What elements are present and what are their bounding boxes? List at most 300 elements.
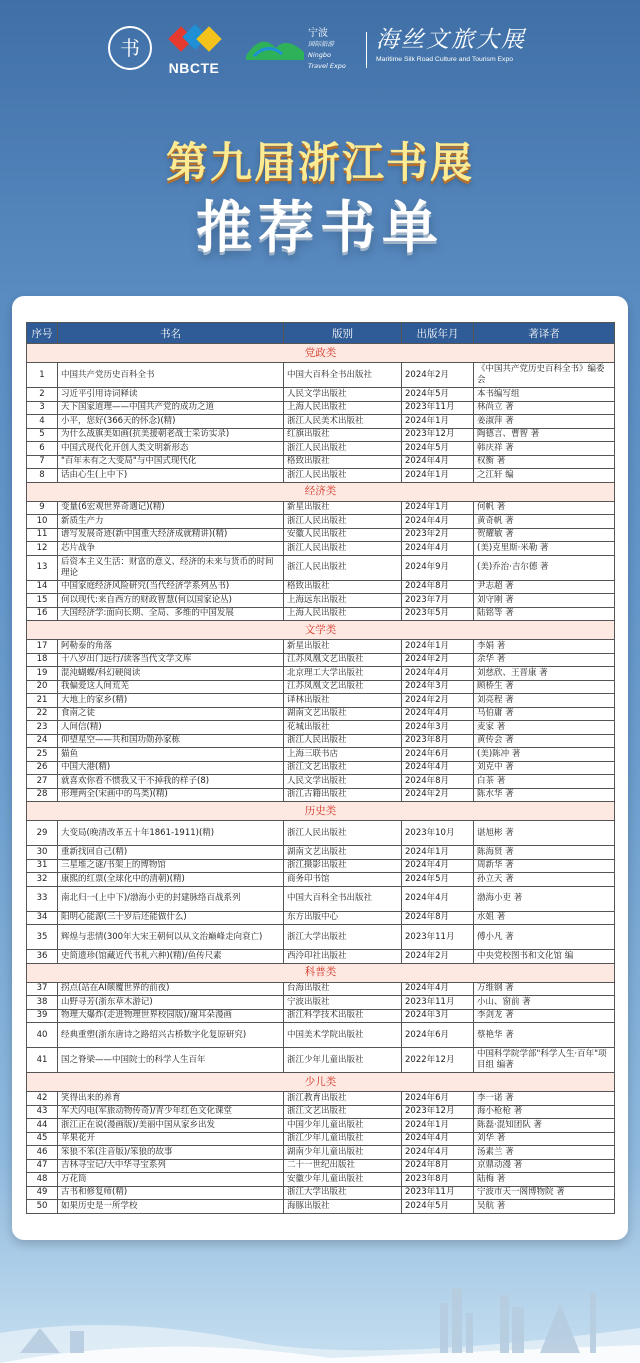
cell-title: 中国大港(精) — [58, 761, 284, 775]
cell-author: 陆梅 著 — [474, 1173, 615, 1187]
section-row — [27, 344, 615, 363]
cell-date: 2023年11月 — [402, 996, 474, 1010]
cell-title: 三星堆之谜/书架上的博物馆 — [58, 859, 284, 873]
cell-date: 2024年4月 — [402, 455, 474, 469]
cell-title: 天下国家道理——中国共产党的成功之道 — [58, 401, 284, 415]
table-row — [27, 1186, 615, 1200]
cell-no: 8 — [27, 469, 58, 483]
section-row — [27, 621, 615, 640]
cell-date: 2022年12月 — [402, 1048, 474, 1073]
cell-no: 26 — [27, 761, 58, 775]
cell-author: 顾桥生 著 — [474, 680, 615, 694]
cell-author: 小山、窗前 著 — [474, 996, 615, 1010]
cell-publisher: 上海远东出版社 — [284, 594, 402, 608]
cell-title: 笨狼不笨(注音版)/笨狼的故事 — [58, 1146, 284, 1160]
table-row — [27, 640, 615, 654]
cell-title: 大国经济学:面向长期、全局、多维的中国发展 — [58, 607, 284, 621]
cell-author: 白茶 著 — [474, 775, 615, 789]
cell-no: 30 — [27, 846, 58, 860]
cell-publisher: 安徽少年儿童出版社 — [284, 1173, 402, 1187]
cell-publisher: 浙江人民出版社 — [284, 442, 402, 456]
table-row — [27, 607, 615, 621]
cell-date: 2024年1月 — [402, 501, 474, 515]
cell-author: 陶德言、曹智 著 — [474, 428, 615, 442]
cell-date: 2023年10月 — [402, 821, 474, 846]
cell-no: 37 — [27, 982, 58, 996]
table-row — [27, 1132, 615, 1146]
cell-publisher: 浙江古籍出版社 — [284, 788, 402, 802]
cell-no: 23 — [27, 721, 58, 735]
cell-author: 刘华 著 — [474, 1132, 615, 1146]
cell-author: 本书编写组 — [474, 388, 615, 402]
cell-title: 阿勒泰的角落 — [58, 640, 284, 654]
cell-author: 渤海小吏 著 — [474, 886, 615, 911]
cell-date: 2024年5月 — [402, 388, 474, 402]
ningbo-text: 宁波 国际旅游 Ningbo Travel Expo — [308, 28, 346, 70]
cell-no: 5 — [27, 428, 58, 442]
cell-author: 刘守刚 著 — [474, 594, 615, 608]
cell-no: 33 — [27, 886, 58, 911]
cell-no: 39 — [27, 1009, 58, 1023]
nbcte-mark-icon — [166, 26, 222, 52]
table-row — [27, 721, 615, 735]
cell-author: 周新华 著 — [474, 859, 615, 873]
cell-date: 2023年7月 — [402, 594, 474, 608]
cell-title: 仰望星空——共和国功勋孙家栋 — [58, 734, 284, 748]
table-row — [27, 911, 615, 925]
cell-no: 29 — [27, 821, 58, 846]
cell-date: 2024年2月 — [402, 950, 474, 964]
cell-title: 新质生产力 — [58, 515, 284, 529]
cell-author: 姜淑萍 著 — [474, 415, 615, 429]
table-row — [27, 501, 615, 515]
cell-publisher: 台海出版社 — [284, 982, 402, 996]
cell-no: 16 — [27, 607, 58, 621]
ningbo-travel-expo-logo — [246, 26, 356, 70]
cell-publisher: 上海人民出版社 — [284, 401, 402, 415]
cell-publisher: 湖南文艺出版社 — [284, 846, 402, 860]
cell-no: 31 — [27, 859, 58, 873]
table-row — [27, 982, 615, 996]
table-row — [27, 428, 615, 442]
cell-date: 2024年4月 — [402, 515, 474, 529]
cell-no: 12 — [27, 542, 58, 556]
cell-no: 34 — [27, 911, 58, 925]
cell-publisher: 花城出版社 — [284, 721, 402, 735]
header-no: 序号 — [27, 323, 58, 344]
cell-title: 人间信(精) — [58, 721, 284, 735]
cell-date: 2024年3月 — [402, 1009, 474, 1023]
cell-author: 中央党校图书和文化馆 编 — [474, 950, 615, 964]
cell-title: 中国家庭经济风险研究(当代经济学系列丛书) — [58, 580, 284, 594]
section-title: 历史类 — [27, 802, 615, 821]
cell-publisher: 浙江文艺出版社 — [284, 761, 402, 775]
cell-publisher: 湖南文艺出版社 — [284, 707, 402, 721]
cell-date: 2024年8月 — [402, 775, 474, 789]
cell-date: 2023年8月 — [402, 734, 474, 748]
cell-author: 孙立天 著 — [474, 873, 615, 887]
cell-no: 49 — [27, 1186, 58, 1200]
cell-publisher: 江苏凤凰文艺出版社 — [284, 653, 402, 667]
cell-no: 27 — [27, 775, 58, 789]
cell-no: 6 — [27, 442, 58, 456]
table-row — [27, 469, 615, 483]
cell-title: 万花筒 — [58, 1173, 284, 1187]
cell-no: 10 — [27, 515, 58, 529]
cell-publisher: 浙江大学出版社 — [284, 1186, 402, 1200]
cell-title: 拐点(站在AI颠覆世界的前夜) — [58, 982, 284, 996]
cell-no: 47 — [27, 1159, 58, 1173]
cell-title: 浙江正在说(漫画版)/美丽中国从家乡出发 — [58, 1119, 284, 1133]
cell-author: 《中国共产党历史百科全书》编委会 — [474, 363, 615, 388]
cell-author: 宁波市天一阁博物院 著 — [474, 1186, 615, 1200]
cell-date: 2024年6月 — [402, 748, 474, 762]
cell-no: 44 — [27, 1119, 58, 1133]
maritime-silk-road-expo-logo: 海丝文旅大展 Maritime Silk Road Culture and Tourism Expo — [376, 27, 526, 63]
cell-date: 2024年4月 — [402, 1146, 474, 1160]
cell-title: 南北归一(上中下)/渤海小吏的封建脉络百战系列 — [58, 886, 284, 911]
table-row — [27, 1105, 615, 1119]
cell-date: 2024年4月 — [402, 761, 474, 775]
section-row — [27, 963, 615, 982]
zhejiang-book-fair-seal-logo — [108, 26, 152, 70]
cell-title: 康熙的红票(全球化中的清朝)(精) — [58, 873, 284, 887]
cell-date: 2023年12月 — [402, 428, 474, 442]
table-row — [27, 1173, 615, 1187]
cell-publisher: 浙江大学出版社 — [284, 925, 402, 950]
cell-author: 万维钢 著 — [474, 982, 615, 996]
cell-author: 林尚立 著 — [474, 401, 615, 415]
cell-title: 就喜欢你看不惯我又干不掉我的样子(8) — [58, 775, 284, 789]
cell-no: 38 — [27, 996, 58, 1010]
table-row — [27, 925, 615, 950]
table-row — [27, 873, 615, 887]
cell-date: 2024年1月 — [402, 846, 474, 860]
cell-title: 经典重塑(浙东唐诗之路绍兴古桥数字化复原研究) — [58, 1023, 284, 1048]
page-title: 第九届浙江书展 — [165, 138, 474, 187]
cell-date: 2024年1月 — [402, 640, 474, 654]
header-publisher: 版别 — [284, 323, 402, 344]
table-row — [27, 996, 615, 1010]
cell-no: 14 — [27, 580, 58, 594]
cell-title: 物理大爆炸(走进物理世界校园版)/谢耳朵漫画 — [58, 1009, 284, 1023]
page-subtitle: 推荐书单 — [196, 196, 444, 261]
cell-title: 笑得出来的养育 — [58, 1092, 284, 1106]
cell-title: 何以现代:来自西方的财政智慧(何以国家论丛) — [58, 594, 284, 608]
table-row — [27, 886, 615, 911]
cell-publisher: 东方出版中心 — [284, 911, 402, 925]
cell-publisher: 安徽人民出版社 — [284, 528, 402, 542]
cell-author: 陆铭等 著 — [474, 607, 615, 621]
cell-no: 18 — [27, 653, 58, 667]
cell-author: 吴航 著 — [474, 1200, 615, 1214]
cell-title: 重新找回自己(精) — [58, 846, 284, 860]
cell-author: 中国科学院学部"科学人生·百年"项目组 编著 — [474, 1048, 615, 1073]
cell-date: 2024年1月 — [402, 415, 474, 429]
cell-date: 2023年12月 — [402, 1105, 474, 1119]
table-row — [27, 542, 615, 556]
cell-author: (美)克里斯·米勒 著 — [474, 542, 615, 556]
cell-date: 2023年8月 — [402, 1173, 474, 1187]
cell-publisher: 浙江人民出版社 — [284, 515, 402, 529]
cell-date: 2024年9月 — [402, 555, 474, 580]
table-row — [27, 859, 615, 873]
cell-author: 余华 著 — [474, 653, 615, 667]
cell-author: 黄奇帆 著 — [474, 515, 615, 529]
cell-date: 2024年4月 — [402, 982, 474, 996]
cell-no: 7 — [27, 455, 58, 469]
cell-no: 40 — [27, 1023, 58, 1048]
cell-no: 28 — [27, 788, 58, 802]
cell-publisher: 江苏凤凰文艺出版社 — [284, 680, 402, 694]
cell-date: 2024年4月 — [402, 707, 474, 721]
cell-title: 话由心生(上中下) — [58, 469, 284, 483]
cell-author: 谌旭彬 著 — [474, 821, 615, 846]
cell-title: 军犬闪电(军旅动物传奇)/青少年红色文化课堂 — [58, 1105, 284, 1119]
cell-date: 2024年6月 — [402, 1023, 474, 1048]
cell-date: 2024年8月 — [402, 911, 474, 925]
cell-author: 李一诺 著 — [474, 1092, 615, 1106]
cell-no: 20 — [27, 680, 58, 694]
cell-title: 后资本主义生活：财富的意义、经济的未来与货币的时间理论 — [58, 555, 284, 580]
cell-publisher: 译林出版社 — [284, 694, 402, 708]
section-title: 文学类 — [27, 621, 615, 640]
cell-date: 2024年8月 — [402, 580, 474, 594]
cell-author: 蔡艳华 著 — [474, 1023, 615, 1048]
cell-author: 李娟 著 — [474, 640, 615, 654]
table-row — [27, 680, 615, 694]
section-title: 科普类 — [27, 963, 615, 982]
table-row — [27, 667, 615, 681]
cell-publisher: 浙江人民出版社 — [284, 469, 402, 483]
table-header-row — [27, 323, 615, 344]
cell-publisher: 中国少年儿童出版社 — [284, 1119, 402, 1133]
cell-publisher: 上海人民出版社 — [284, 607, 402, 621]
cell-author: 贺耀敏 著 — [474, 528, 615, 542]
section-title: 少儿类 — [27, 1073, 615, 1092]
cell-publisher: 湖南少年儿童出版社 — [284, 1146, 402, 1160]
cell-title: 中国共产党历史百科全书 — [58, 363, 284, 388]
cell-date: 2024年2月 — [402, 788, 474, 802]
cell-publisher: 浙江人民美术出版社 — [284, 415, 402, 429]
cell-title: 古书和修复师(精) — [58, 1186, 284, 1200]
logo-bar — [100, 26, 560, 78]
cell-author: 之江轩 编 — [474, 469, 615, 483]
cell-no: 1 — [27, 363, 58, 388]
cell-publisher: 人民文学出版社 — [284, 775, 402, 789]
cell-no: 19 — [27, 667, 58, 681]
cell-author: 何帆 著 — [474, 501, 615, 515]
cell-publisher: 中国美术学院出版社 — [284, 1023, 402, 1048]
cell-title: 阳明心能源(三十岁后还能做什么) — [58, 911, 284, 925]
table-row — [27, 528, 615, 542]
cell-publisher: 浙江少年儿童出版社 — [284, 1132, 402, 1146]
cell-no: 9 — [27, 501, 58, 515]
cell-publisher: 格致出版社 — [284, 580, 402, 594]
cell-no: 4 — [27, 415, 58, 429]
cell-publisher: 新星出版社 — [284, 640, 402, 654]
cell-no: 46 — [27, 1146, 58, 1160]
table-row — [27, 707, 615, 721]
cell-title: 辉煌与悲情(300年大宋王朝何以从文治巅峰走向衰亡) — [58, 925, 284, 950]
cell-publisher: 浙江教育出版社 — [284, 1092, 402, 1106]
cell-publisher: 西泠印社出版社 — [284, 950, 402, 964]
cell-date: 2023年2月 — [402, 528, 474, 542]
cell-no: 32 — [27, 873, 58, 887]
table-row — [27, 748, 615, 762]
cell-author: 权衡 著 — [474, 455, 615, 469]
table-row — [27, 1146, 615, 1160]
table-row — [27, 1023, 615, 1048]
table-row — [27, 775, 615, 789]
cell-author: 刘慈欣、王晋康 著 — [474, 667, 615, 681]
cell-title: 大变局(晚清改革五十年1861-1911)(精) — [58, 821, 284, 846]
cell-author: 麦家 著 — [474, 721, 615, 735]
table-row — [27, 734, 615, 748]
logo-divider — [366, 32, 367, 68]
cell-no: 11 — [27, 528, 58, 542]
cell-date: 2024年4月 — [402, 886, 474, 911]
table-row — [27, 401, 615, 415]
cell-publisher: 浙江人民出版社 — [284, 555, 402, 580]
cell-author: 陈海贤 著 — [474, 846, 615, 860]
cell-date: 2024年1月 — [402, 1119, 474, 1133]
cell-no: 50 — [27, 1200, 58, 1214]
cell-title: 谱写发展奇迹(新中国重大经济成就精讲)(精) — [58, 528, 284, 542]
table-row — [27, 821, 615, 846]
table-row — [27, 442, 615, 456]
cell-date: 2023年5月 — [402, 607, 474, 621]
cell-title: 山野寻芳(浙东草木游记) — [58, 996, 284, 1010]
cell-no: 42 — [27, 1092, 58, 1106]
cell-title: 大地上的家乡(精) — [58, 694, 284, 708]
cell-no: 25 — [27, 748, 58, 762]
table-row — [27, 455, 615, 469]
table-row — [27, 1092, 615, 1106]
cell-title: 混沌蝴蝶/科幻硬阅读 — [58, 667, 284, 681]
table-row — [27, 1159, 615, 1173]
cell-publisher: 浙江人民出版社 — [284, 542, 402, 556]
cell-title: 猫鱼 — [58, 748, 284, 762]
cell-author: 京鼎动漫 著 — [474, 1159, 615, 1173]
cell-no: 22 — [27, 707, 58, 721]
ningbo-mountain-icon — [246, 26, 306, 60]
table-row — [27, 653, 615, 667]
cell-title: 习近平引用诗词释读 — [58, 388, 284, 402]
cell-date: 2024年3月 — [402, 721, 474, 735]
cell-publisher: 浙江人民出版社 — [284, 734, 402, 748]
cell-title: 变量(6宏观世界奇遇记)(精) — [58, 501, 284, 515]
cell-date: 2024年5月 — [402, 1200, 474, 1214]
cell-no: 24 — [27, 734, 58, 748]
table-row — [27, 1200, 615, 1214]
section-row — [27, 1073, 615, 1092]
cell-date: 2023年11月 — [402, 401, 474, 415]
cell-author: 李剑龙 著 — [474, 1009, 615, 1023]
nbcte-text: NBCTE — [168, 60, 220, 76]
cell-date: 2024年1月 — [402, 469, 474, 483]
cell-author: 汤素兰 著 — [474, 1146, 615, 1160]
cell-date: 2024年2月 — [402, 653, 474, 667]
table-row — [27, 388, 615, 402]
cell-no: 21 — [27, 694, 58, 708]
cell-author: 尹志超 著 — [474, 580, 615, 594]
cell-publisher: 宁波出版社 — [284, 996, 402, 1010]
cell-author: 陈磊·混知团队 著 — [474, 1119, 615, 1133]
table-row — [27, 846, 615, 860]
cell-publisher: 北京理工大学出版社 — [284, 667, 402, 681]
cell-publisher: 红旗出版社 — [284, 428, 402, 442]
cell-no: 35 — [27, 925, 58, 950]
cell-no: 36 — [27, 950, 58, 964]
cell-title: 为什么战旗美如画(抗美援朝老战士采访实录) — [58, 428, 284, 442]
cell-title: 如果历史是一所学校 — [58, 1200, 284, 1214]
header-date: 出版年月 — [402, 323, 474, 344]
cell-date: 2024年2月 — [402, 694, 474, 708]
cell-title: 中国式现代化开创人类文明新形态 — [58, 442, 284, 456]
cell-publisher: 人民文学出版社 — [284, 388, 402, 402]
cell-no: 17 — [27, 640, 58, 654]
cell-publisher: 新星出版社 — [284, 501, 402, 515]
cell-no: 45 — [27, 1132, 58, 1146]
cell-title: 芯片战争 — [58, 542, 284, 556]
table-row — [27, 594, 615, 608]
table-row — [27, 694, 615, 708]
cell-publisher: 二十一世纪出版社 — [284, 1159, 402, 1173]
cell-date: 2023年11月 — [402, 1186, 474, 1200]
cell-publisher: 中国大百科全书出版社 — [284, 363, 402, 388]
seal-char: 书 — [120, 36, 140, 60]
cell-title: 苹果花开 — [58, 1132, 284, 1146]
cell-date: 2024年5月 — [402, 442, 474, 456]
cell-author: (美)乔治·吉尔德 著 — [474, 555, 615, 580]
cell-publisher: 商务印书馆 — [284, 873, 402, 887]
cell-title: 国之脊梁——中国院士的科学人生百年 — [58, 1048, 284, 1073]
cell-publisher: 浙江文艺出版社 — [284, 1105, 402, 1119]
cell-date: 2024年8月 — [402, 1159, 474, 1173]
cell-title: "百年未有之大变局"与中国式现代化 — [58, 455, 284, 469]
cell-date: 2024年2月 — [402, 363, 474, 388]
cell-date: 2024年5月 — [402, 873, 474, 887]
cell-publisher: 海豚出版社 — [284, 1200, 402, 1214]
cell-publisher: 格致出版社 — [284, 455, 402, 469]
section-row — [27, 802, 615, 821]
cell-title: 吉林寻宝记/大中华寻宝系列 — [58, 1159, 284, 1173]
table-row — [27, 950, 615, 964]
cell-author: (美)陈冲 著 — [474, 748, 615, 762]
cell-publisher: 浙江科学技术出版社 — [284, 1009, 402, 1023]
cell-title: 我偏爱这人间荒芜 — [58, 680, 284, 694]
cell-publisher: 浙江人民出版社 — [284, 821, 402, 846]
cell-date: 2024年3月 — [402, 680, 474, 694]
cell-publisher: 浙江摄影出版社 — [284, 859, 402, 873]
cell-publisher: 上海三联书店 — [284, 748, 402, 762]
cell-author: 陈水华 著 — [474, 788, 615, 802]
cell-date: 2024年4月 — [402, 1132, 474, 1146]
city-skyline-decoration — [0, 1233, 640, 1363]
section-title: 党政类 — [27, 344, 615, 363]
table-row — [27, 555, 615, 580]
cell-no: 48 — [27, 1173, 58, 1187]
cell-publisher: 中国大百科全书出版社 — [284, 886, 402, 911]
cell-author: 刘克中 著 — [474, 761, 615, 775]
cell-author: 韩庆祥 著 — [474, 442, 615, 456]
table-row — [27, 1119, 615, 1133]
header-author: 著译者 — [474, 323, 615, 344]
cell-title: 史简遗珍(馆藏近代书札六种)(精)/鱼传尺素 — [58, 950, 284, 964]
table-row — [27, 1048, 615, 1073]
cell-date: 2023年11月 — [402, 925, 474, 950]
